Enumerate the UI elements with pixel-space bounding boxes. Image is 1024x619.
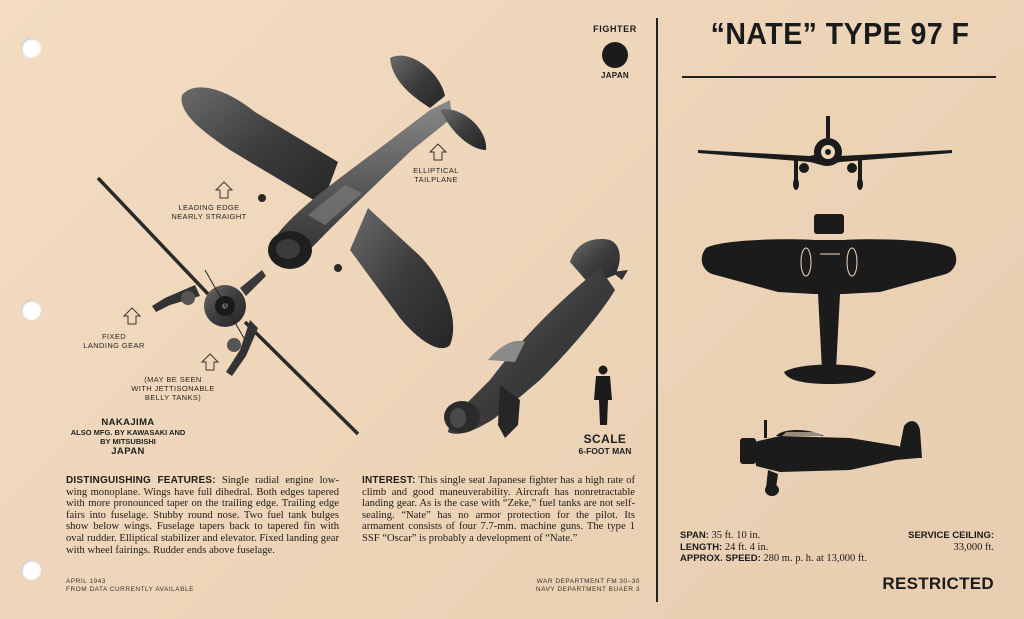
footer-doc-line1: WAR DEPARTMENT FM 30–30	[536, 578, 640, 585]
arrow-landing-gear-icon	[124, 308, 140, 324]
classification-stamp: RESTRICTED	[882, 574, 994, 593]
spec-ceiling-label: SERVICE CEILING:	[908, 530, 994, 541]
arrow-tailplane-icon	[430, 144, 446, 160]
spec-length	[680, 542, 910, 554]
manufacturer-country: JAPAN	[111, 446, 145, 457]
silhouette-views	[660, 80, 1024, 500]
scale-sublabel: 6-FOOT MAN	[578, 446, 632, 456]
spec-length-label: LENGTH:	[680, 541, 723, 553]
footer-doc-line2: NAVY DEPARTMENT BUAER 3	[535, 586, 640, 593]
spec-length-value: 24 ft. 4 in.	[724, 541, 769, 553]
scale-label: SCALE	[583, 432, 627, 446]
arrow-belly-tanks-icon	[202, 354, 218, 370]
side-silhouette	[740, 420, 922, 496]
features-heading: DISTINGUISHING FEATURES:	[66, 475, 216, 486]
spec-span-value: 35 ft. 10 in.	[711, 530, 761, 541]
arrow-leading-edge-icon	[216, 182, 232, 198]
callout-line: LANDING GEAR	[83, 341, 145, 350]
callout-line: ELLIPTICAL	[413, 166, 459, 175]
callout-line: WITH JETTISONABLE	[131, 384, 215, 393]
callout-line: LEADING EDGE	[178, 203, 240, 212]
binder-hole-bottom	[21, 560, 41, 580]
six-foot-man-silhouette-icon	[594, 366, 612, 426]
footer-date	[66, 578, 194, 594]
interest-heading: INTEREST:	[362, 475, 416, 486]
nation-label: JAPAN	[600, 71, 630, 80]
aircraft-title: “NATE” TYPE 97 F	[710, 16, 970, 51]
callout-line: NEARLY STRAIGHT	[171, 212, 247, 221]
spec-speed-label: APPROX. SPEED:	[680, 553, 761, 564]
spec-span-label: SPAN:	[680, 530, 709, 541]
callout-landing-gear	[74, 332, 154, 350]
interest-paragraph	[362, 475, 635, 545]
planform-silhouette	[702, 214, 957, 384]
manufacturer-name: NAKAJIMA	[101, 417, 155, 428]
callout-line: FIXED	[101, 332, 127, 341]
manufacturer-also-1: ALSO MFG. BY KAWASAKI AND	[70, 428, 186, 437]
features-text: Single radial engine low-wing monoplane. Wings have full dihedral. Both edges tapered with more pronounced taper on the trailing edge. Trailing edge fairs into fuselage. Stubby round nose. Two fuel tank bulges show below wings. Fuselage tapers back to tapered fin with oval rudder. Elliptical stabilizer and elevator. Fixed landing gear with wheel fairings. Rudder ends above fuselage.	[66, 475, 339, 556]
spec-speed	[680, 553, 910, 565]
specs-right	[884, 530, 994, 553]
callout-leading-edge	[164, 203, 254, 221]
title-rule	[682, 76, 996, 78]
callout-line: BELLY TANKS)	[144, 393, 202, 402]
distinguishing-features	[66, 475, 339, 556]
callout-line: TAILPLANE	[414, 175, 458, 184]
scale-block	[570, 432, 640, 456]
spec-ceiling-value: 33,000 ft.	[953, 541, 994, 553]
interest-text: This single seat Japanese fighter has a high rate of climb and good maneuverability. Aircraft has nonretractable landing gear. As is the case with “Zeke,” fuel tanks are not self-sealing. “Nate” has no armor protection for the pilot. Its armament consists of four 7.7-mm. machine guns. The type 1 SSF “Oscar” is probably a development of “Nate.”	[362, 475, 636, 544]
callout-belly-tanks	[128, 375, 218, 402]
callout-tailplane	[404, 166, 468, 184]
category-label: FIGHTER	[593, 24, 637, 34]
manufacturer-block	[60, 417, 196, 457]
callout-line: (MAY BE SEEN	[144, 375, 202, 384]
manufacturer-also-2: BY MITSUBISHI	[100, 437, 156, 446]
footer-doc-ref	[500, 578, 640, 594]
footer-date-line2: FROM DATA CURRENTLY AVAILABLE	[66, 586, 194, 593]
aircraft-illustrations	[0, 0, 656, 460]
front-silhouette	[698, 116, 952, 190]
footer-date-line1: APRIL 1943	[66, 578, 106, 585]
spec-speed-value: 280 m. p. h. at 13,000 ft.	[763, 553, 867, 564]
specs-left	[680, 530, 910, 565]
spec-span	[680, 530, 910, 542]
column-divider	[656, 18, 658, 602]
